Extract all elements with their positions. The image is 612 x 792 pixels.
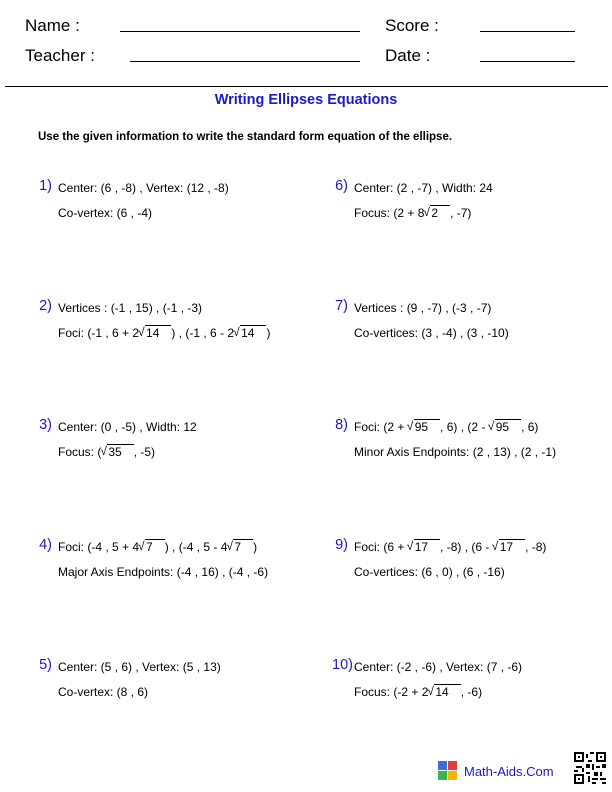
- text-segment: Foci: (6 +: [354, 540, 408, 554]
- text-segment: ): [253, 540, 258, 554]
- radicand: 35: [107, 444, 133, 459]
- text-segment: Co-vertex: (8 , 6): [58, 685, 149, 699]
- text-segment: , -5): [133, 445, 156, 459]
- problem-line-1: [58, 181, 229, 195]
- date-label: Date :: [385, 46, 431, 65]
- text-segment: ) , (-4 , 5 - 4: [164, 540, 228, 554]
- text-segment: Major Axis Endpoints: (-4 , 16) , (-4 , -6): [58, 565, 269, 579]
- score-field[interactable]: [480, 31, 575, 32]
- problem-line-1: [354, 301, 491, 315]
- problem-number: 3): [39, 417, 52, 433]
- radicand: 2: [430, 205, 450, 220]
- text-segment: Foci: (-4 , 5 + 4: [58, 540, 140, 554]
- square-root: [139, 326, 171, 340]
- problem-line-1: [354, 181, 493, 195]
- problem-line-2: [58, 326, 270, 340]
- problem-number: 9): [335, 537, 348, 553]
- problem-line-2: [354, 445, 556, 459]
- problem-line-2: [354, 206, 471, 220]
- problem-line-1: [58, 540, 257, 554]
- problem-number: 7): [335, 298, 348, 314]
- text-segment: , -8) , (6 -: [440, 540, 493, 554]
- text-segment: Minor Axis Endpoints: (2 , 13) , (2 , -1): [354, 445, 557, 459]
- header-divider: [5, 86, 608, 87]
- text-segment: , -8): [525, 540, 547, 554]
- name-label: Name :: [25, 16, 80, 35]
- text-segment: Co-vertices: (6 , 0) , (6 , -16): [354, 565, 505, 579]
- problem-number: 8): [335, 417, 348, 433]
- text-segment: Center: (2 , -7) , Width: 24: [354, 181, 493, 195]
- square-root: [234, 326, 266, 340]
- text-segment: ): [266, 326, 271, 340]
- square-root: [408, 540, 440, 554]
- text-segment: Center: (5 , 6) , Vertex: (5 , 13): [58, 660, 221, 674]
- problem-line-2: [354, 685, 482, 699]
- radicand: 7: [233, 539, 253, 554]
- text-segment: Vertices : (9 , -7) , (-3 , -7): [354, 301, 492, 315]
- problem-line-2: [58, 685, 148, 699]
- problem-line-2: [58, 445, 155, 459]
- qr-code-icon: [574, 752, 606, 784]
- radicand: 17: [499, 539, 525, 554]
- teacher-field[interactable]: [130, 61, 360, 62]
- problem-line-2: [58, 565, 268, 579]
- problem-number: 5): [39, 657, 52, 673]
- text-segment: Center: (6 , -8) , Vertex: (12 , -8): [58, 181, 229, 195]
- radicand: 95: [495, 419, 521, 434]
- teacher-label: Teacher :: [25, 46, 95, 65]
- radicand: 14: [240, 325, 266, 340]
- text-segment: Foci: (-1 , 6 + 2: [58, 326, 140, 340]
- problem-line-1: [354, 540, 546, 554]
- radicand: 95: [414, 419, 440, 434]
- text-segment: Co-vertices: (3 , -4) , (3 , -10): [354, 326, 509, 340]
- text-segment: Focus: (2 + 8: [354, 206, 425, 220]
- text-segment: , -7): [450, 206, 472, 220]
- square-root: [408, 420, 440, 434]
- square-root: [101, 445, 133, 459]
- problem-number: 10): [332, 657, 353, 673]
- problem-line-1: [58, 420, 197, 434]
- square-root: [428, 685, 460, 699]
- radicand: 17: [414, 539, 440, 554]
- brand-text: Math-Aids.Com: [464, 763, 554, 779]
- text-segment: , 6): [521, 420, 539, 434]
- problem-line-1: [354, 420, 538, 434]
- name-field[interactable]: [120, 31, 360, 32]
- problem-line-1: [58, 301, 202, 315]
- text-segment: Focus: (: [58, 445, 102, 459]
- square-root: [424, 206, 450, 220]
- problem-number: 2): [39, 298, 52, 314]
- square-root: [227, 540, 253, 554]
- text-segment: ) , (-1 , 6 - 2: [171, 326, 235, 340]
- problem-number: 4): [39, 537, 52, 553]
- date-field[interactable]: [480, 61, 575, 62]
- text-segment: , -6): [460, 685, 483, 699]
- calculator-icon: [438, 761, 458, 781]
- text-segment: Vertices : (-1 , 15) , (-1 , -3): [58, 301, 203, 315]
- radicand: 14: [434, 684, 460, 699]
- footer-brand: [438, 761, 554, 781]
- problem-line-1: [58, 660, 221, 674]
- problem-line-2: [354, 326, 509, 340]
- instructions: Use the given information to write the standard form equation of the ellipse.: [38, 131, 453, 143]
- square-root: [489, 420, 521, 434]
- text-segment: Center: (-2 , -6) , Vertex: (7 , -6): [354, 660, 523, 674]
- problem-line-2: [354, 565, 505, 579]
- page-title: Writing Ellipses Equations: [214, 92, 398, 108]
- text-segment: , 6) , (2 -: [440, 420, 489, 434]
- text-segment: Focus: (-2 + 2: [354, 685, 429, 699]
- problem-number: 1): [39, 178, 52, 194]
- problem-line-1: [354, 660, 522, 674]
- problem-number: 6): [335, 178, 348, 194]
- radicand: 7: [145, 539, 165, 554]
- text-segment: Center: (0 , -5) , Width: 12: [58, 420, 197, 434]
- text-segment: Foci: (2 +: [354, 420, 408, 434]
- score-label: Score :: [385, 16, 439, 35]
- problem-line-2: [58, 206, 152, 220]
- text-segment: Co-vertex: (6 , -4): [58, 206, 153, 220]
- radicand: 14: [145, 325, 171, 340]
- square-root: [493, 540, 525, 554]
- square-root: [139, 540, 165, 554]
